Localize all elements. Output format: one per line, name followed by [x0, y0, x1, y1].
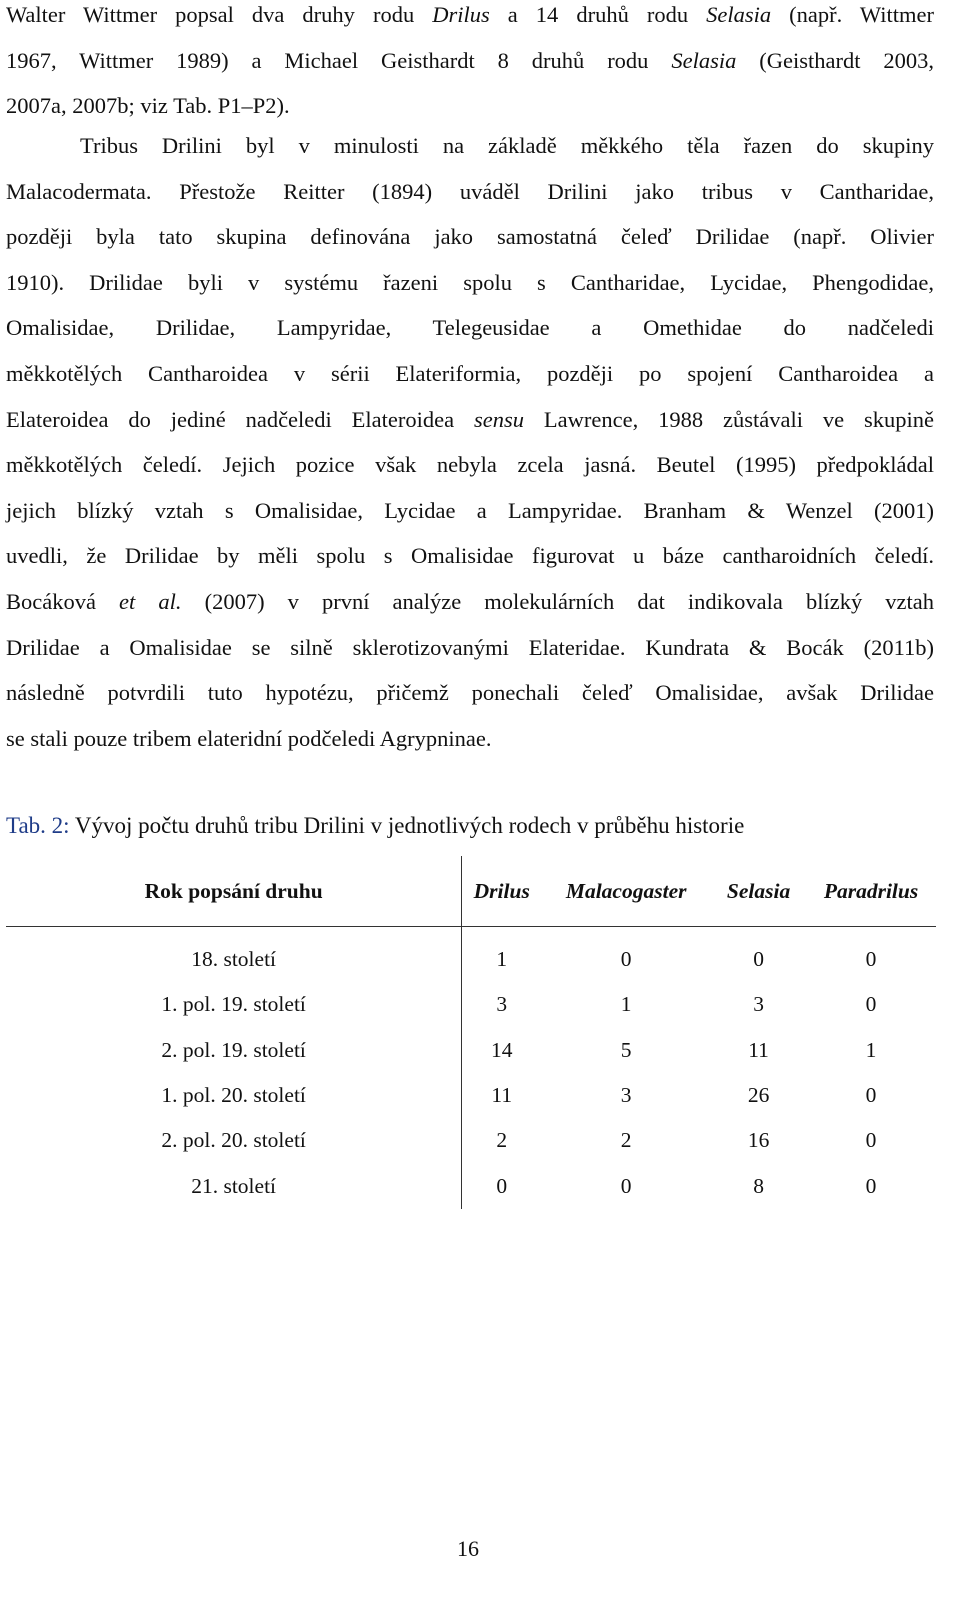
table-caption-label: Tab. 2: [6, 813, 70, 838]
column-header-paradrilus: Paradrilus [806, 856, 936, 927]
table-cell: 2. pol. 20. století [6, 1118, 462, 1163]
text-line: 1910). Drilidae byli v systému řazeni spolu s Cantharidae, Lycidae, Phengodidae, [6, 269, 934, 295]
table-cell: 0 [620, 947, 632, 972]
column-header-selasia: Selasia [711, 856, 806, 927]
table-caption [6, 806, 744, 846]
table-cell: 0 [753, 947, 764, 972]
table-header-row [6, 856, 936, 927]
table-cell: 21. století [6, 1163, 462, 1208]
table-cell: 18. století [6, 927, 462, 983]
text-line: Elateroidea do jediné nadčeledi Elateroidea sensu Lawrence, 1988 zůstávali ve skupině [6, 406, 934, 432]
table-cell: 1 [620, 992, 632, 1017]
table-cell: 3 [496, 992, 508, 1017]
table-row [6, 1163, 936, 1208]
text-line: měkkotělých Cantharoidea v sérii Elateriformia, později po spojení Cantharoidea a [6, 360, 934, 386]
text-line: Drilidae a Omalisidae se silně sklerotizovanými Elateridae. Kundrata & Bocák (2011b) [6, 634, 934, 660]
text-line: Tribus Drilini byl v minulosti na základě měkkého těla řazen do skupiny [80, 133, 934, 158]
species-count-table [6, 856, 936, 1209]
table-cell: 2 [620, 1128, 632, 1153]
table-cell: 0 [620, 1173, 632, 1198]
table-cell: 16 [747, 1128, 770, 1153]
table-row [6, 1028, 936, 1073]
table-caption-text: Vývoj počtu druhů tribu Drilini v jednotlivých rodech v průběhu historie [69, 813, 745, 838]
table-cell: 11 [748, 1037, 769, 1062]
table-cell: 0 [496, 1173, 508, 1198]
column-header-year: Rok popsání druhu [6, 856, 462, 927]
table-cell: 0 [865, 1173, 877, 1198]
text-line: Omalisidae, Drilidae, Lampyridae, Telegeusidae a Omethidae do nadčeledi [6, 315, 934, 341]
text-line: 2007a, 2007b; viz Tab. P1–P2). [6, 93, 290, 119]
table-cell: 0 [865, 947, 877, 972]
table-cell: 14 [490, 1037, 513, 1062]
table-row [6, 1073, 936, 1118]
text-line: Malacodermata. Přestože Reitter (1894) uváděl Drilini jako tribus v Cantharidae, [6, 178, 934, 204]
table-row [6, 982, 936, 1027]
table-row [6, 1118, 936, 1163]
table-cell: 8 [753, 1173, 764, 1198]
table-cell: 1. pol. 19. století [6, 982, 462, 1027]
table-cell: 2. pol. 19. století [6, 1028, 462, 1073]
table-cell: 0 [865, 992, 877, 1017]
text-line: měkkotělých čeledí. Jejich pozice však nebyla zcela jasná. Beutel (1995) předpokládal [6, 452, 934, 478]
table-cell: 1 [496, 947, 508, 972]
table-cell: 5 [620, 1037, 632, 1062]
table-cell: 1. pol. 20. století [6, 1073, 462, 1118]
table-cell: 1 [865, 1037, 877, 1062]
text-line: Walter Wittmer popsal dva druhy rodu Drilus a 14 druhů rodu Selasia (např. Wittmer [6, 2, 934, 27]
text-line: se stali pouze tribem elateridní podčeledi Agrypninae. [6, 725, 492, 751]
text-line: později byla tato skupina definována jako samostatná čeleď Drilidae (např. Olivier [6, 224, 934, 250]
table-cell: 2 [496, 1128, 508, 1153]
table-cell: 3 [620, 1083, 632, 1108]
paragraph-2 [6, 123, 934, 761]
page-number: 16 [457, 1536, 479, 1561]
text-line: následně potvrdili tuto hypotézu, přičemž ponechali čeleď Omalisidae, avšak Drilidae [6, 680, 934, 706]
table-cell: 3 [753, 992, 764, 1017]
table-cell: 0 [865, 1128, 877, 1153]
text-line: 1967, Wittmer 1989) a Michael Geisthardt 8 druhů rodu Selasia (Geisthardt 2003, [6, 47, 934, 73]
text-line: Bocáková et al. (2007) v první analýze molekulárních dat indikovala blízký vztah [6, 588, 935, 614]
text-line: jejich blízký vztah s Omalisidae, Lycidae a Lampyridae. Branham & Wenzel (2001) [6, 497, 934, 523]
paragraph-1 [6, 0, 934, 129]
table-cell: 11 [491, 1083, 513, 1108]
text-line: uvedli, že Drilidae by měli spolu s Omalisidae figurovat u báze cantharoidních čeledí. [6, 543, 934, 569]
column-header-malacogaster: Malacogaster [541, 856, 711, 927]
column-header-drilus: Drilus [462, 856, 541, 927]
table-row [6, 927, 936, 983]
table-cell: 0 [865, 1083, 877, 1108]
table-cell: 26 [747, 1083, 770, 1108]
